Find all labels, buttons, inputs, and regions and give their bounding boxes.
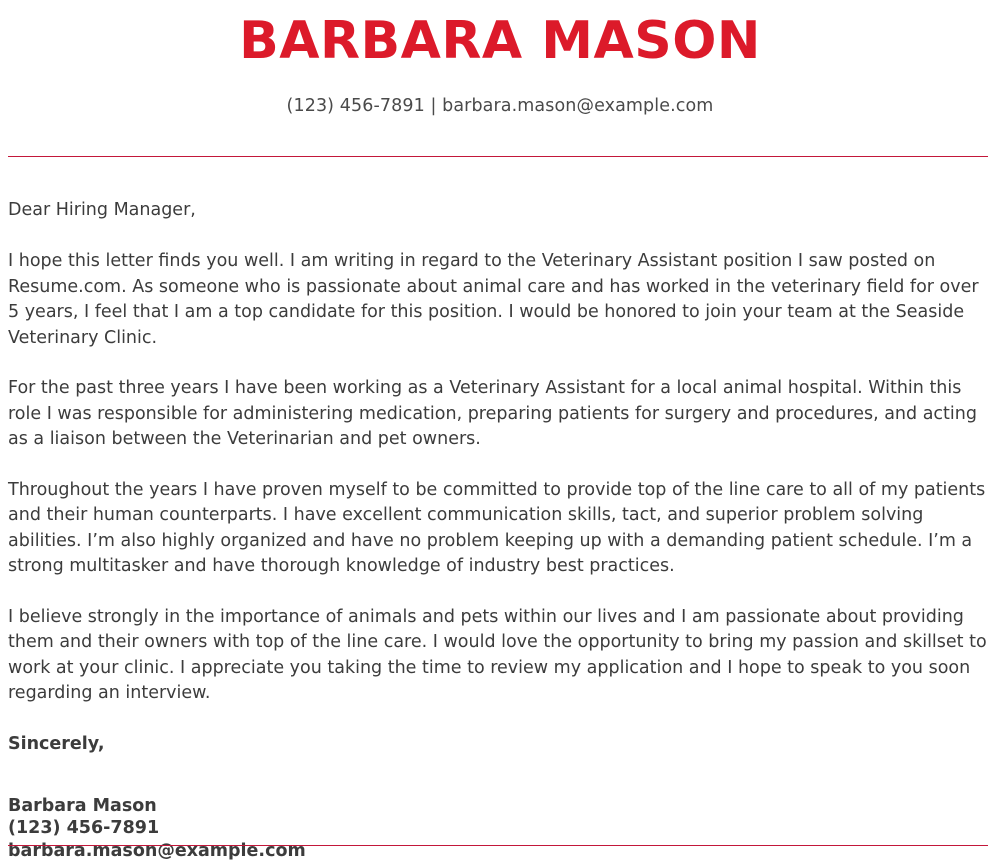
page-title: BARBARA MASON xyxy=(0,8,1000,74)
body-paragraph-2: For the past three years I have been working as a Veterinary Assistant for a local animal hospital. Within this role I was responsible for administering medication, preparing patients for surgery and procedures, and acting as a liaison between the Veterinarian and pet owners. xyxy=(8,376,990,453)
divider-bottom xyxy=(8,845,988,846)
letter-header xyxy=(0,0,1000,118)
signature-phone: (123) 456-7891 xyxy=(8,817,990,840)
letter-body xyxy=(8,198,990,862)
divider-top xyxy=(8,156,988,157)
salutation: Dear Hiring Manager, xyxy=(8,198,990,223)
body-paragraph-1: I hope this letter finds you well. I am writing in regard to the Veterinary Assistant position I saw posted on Resume.com. As someone who is passionate about animal care and has worked in the veterinary field for over 5 years, I feel that I am a top candidate for this position. I would be honored to join your team at the Seaside Veterinary Clinic. xyxy=(8,249,990,351)
header-contact-line: (123) 456-7891 | barbara.mason@example.com xyxy=(0,74,1000,118)
signature-block xyxy=(8,795,990,862)
body-paragraph-3: Throughout the years I have proven myself to be committed to provide top of the line care to all of my patients and their human counterparts. I have excellent communication skills, tact, and superior problem solving abilities. I’m also highly organized and have no problem keeping up with a demanding patient schedule. I’m a strong multitasker and have thorough knowledge of industry best practices. xyxy=(8,478,990,580)
signature-name: Barbara Mason xyxy=(8,795,990,818)
signature-email: barbara.mason@example.com xyxy=(8,840,990,862)
closing-salutation: Sincerely, xyxy=(8,732,990,757)
body-paragraph-4: I believe strongly in the importance of animals and pets within our lives and I am passionate about providing them and their owners with top of the line care. I would love the opportunity to bring my passion and skillset to work at your clinic. I appreciate you taking the time to review my application and I hope to speak to you soon regarding an interview. xyxy=(8,605,990,707)
